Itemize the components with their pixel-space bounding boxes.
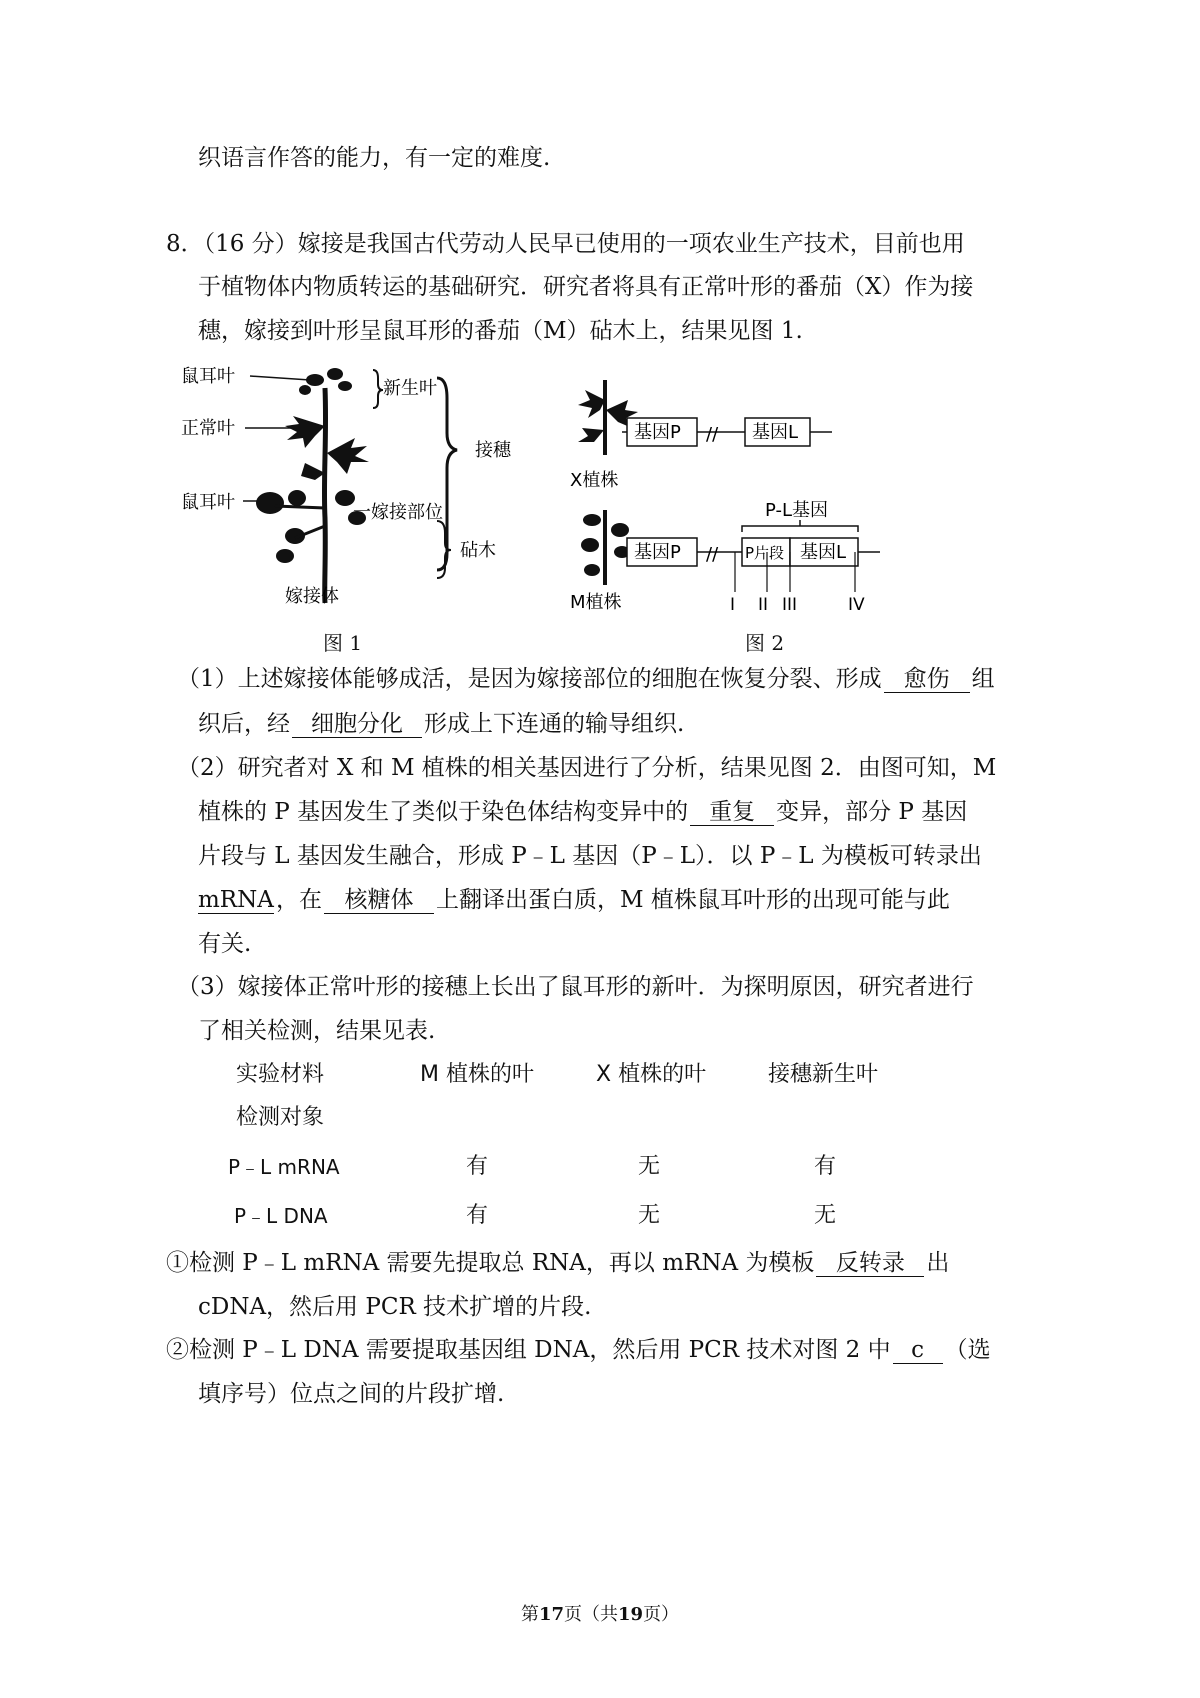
break-mark-x: // (706, 424, 719, 445)
figure2-caption: 图 2 (745, 631, 785, 655)
table-header-target: 检测对象 (236, 1105, 325, 1130)
figure2-gene-diagram (570, 370, 970, 670)
break-mark-m: // (706, 544, 719, 565)
label-graft-body: 嫁接体 (285, 586, 339, 607)
figure1-graft-diagram (175, 358, 545, 620)
table-cell: 有 (466, 1154, 489, 1179)
sub1-line1: ①检测 P﹣L mRNA 需要先提取总 RNA，再以 mRNA 为模板 反转录 出 (166, 1250, 950, 1276)
answer-blank: 愈伤 (884, 666, 970, 693)
q8-line3: 穗，嫁接到叶形呈鼠耳形的番茄（M）砧木上，结果见图 1. (198, 318, 803, 344)
part2-line3: 片段与 L 基因发生融合，形成 P﹣L 基因（P﹣L）．以 P﹣L 为模板可转录出 (198, 843, 982, 869)
label-normal-leaf: 正常叶 (181, 418, 235, 439)
answer-blank: c (893, 1337, 943, 1364)
part1-line2: 织后，经 细胞分化 形成上下连通的输导组织. (198, 711, 685, 737)
sub2-line1: ②检测 P﹣L DNA 需要提取基因组 DNA，然后用 PCR 技术对图 2 中 c （选 (166, 1337, 991, 1363)
gene-l-x: 基因L (752, 422, 799, 443)
gene-p-x: 基因P (634, 422, 681, 443)
page-footer: 第17页（共19页） (520, 1604, 680, 1625)
p-fragment: P片段 (745, 544, 785, 562)
part3-line2: 了相关检测，结果见表. (198, 1018, 436, 1044)
label-rootstock: 砧木 (460, 540, 496, 561)
table-header-material: 实验材料 (236, 1062, 325, 1087)
site-2: II (758, 595, 769, 615)
answer-blank: 重复 (690, 799, 774, 826)
part2-line5: 有关. (198, 931, 252, 957)
site-1: I (730, 595, 736, 615)
table-cell: 无 (638, 1203, 661, 1228)
part2-line1: （2）研究者对 X 和 M 植株的相关基因进行了分析，结果见图 2．由图可知，M (177, 755, 997, 781)
table-col-new: 接穗新生叶 (768, 1062, 879, 1087)
label-graft-site: 一嫁接部位 (353, 502, 443, 523)
table-row-label: P﹣L DNA (234, 1204, 328, 1228)
part3-line1: （3）嫁接体正常叶形的接穗上长出了鼠耳形的新叶．为探明原因，研究者进行 (177, 974, 974, 1000)
gene-p-m: 基因P (634, 542, 681, 563)
answer-blank: 核糖体 (324, 887, 434, 914)
site-4: IV (848, 595, 865, 615)
part1-line1: （1）上述嫁接体能够成活，是因为嫁接部位的细胞在恢复分裂、形成 愈伤 组 (177, 666, 995, 692)
q8-line2: 于植物体内物质转运的基础研究．研究者将具有正常叶形的番茄（X）作为接 (198, 274, 974, 300)
table-col-m: M 植株的叶 (420, 1062, 534, 1087)
table-cell: 无 (814, 1203, 837, 1228)
sub2-line2: 填序号）位点之间的片段扩增. (198, 1381, 505, 1407)
label-scion: 接穗 (475, 440, 511, 461)
table-col-x: X 植株的叶 (596, 1062, 707, 1087)
page-number: 17 (538, 1604, 564, 1625)
label-x-plant: X植株 (570, 470, 619, 491)
table-row-label: P﹣L mRNA (228, 1155, 340, 1179)
pl-gene-label: P-L基因 (765, 500, 828, 521)
intro-tail: 织语言作答的能力，有一定的难度. (198, 145, 551, 171)
answer-blank: mRNA (198, 887, 274, 913)
label-m-plant: M植株 (570, 592, 622, 613)
label-shuer-bottom: 鼠耳叶 (181, 492, 235, 513)
q8-line1: 8．（16 分）嫁接是我国古代劳动人民早已使用的一项农业生产技术，目前也用 (166, 231, 965, 257)
answer-blank: 细胞分化 (292, 711, 422, 738)
answer-blank: 反转录 (816, 1250, 924, 1277)
figure1-caption: 图 1 (323, 631, 363, 655)
table-cell: 无 (638, 1154, 661, 1179)
table-cell: 有 (814, 1154, 837, 1179)
table-cell: 有 (466, 1203, 489, 1228)
gene-l-m: 基因L (800, 542, 847, 563)
site-3: III (782, 595, 798, 615)
sub1-line2: cDNA，然后用 PCR 技术扩增的片段. (198, 1294, 592, 1320)
part2-line2: 植株的 P 基因发生了类似于染色体结构变异中的 重复 变异，部分 P 基因 (198, 799, 968, 825)
label-new-leaf: 新生叶 (383, 378, 437, 399)
label-shuer-top: 鼠耳叶 (181, 366, 235, 387)
part2-line4: mRNA，在 核糖体 上翻译出蛋白质，M 植株鼠耳叶形的出现可能与此 (198, 887, 950, 913)
total-pages: 19 (618, 1604, 644, 1625)
